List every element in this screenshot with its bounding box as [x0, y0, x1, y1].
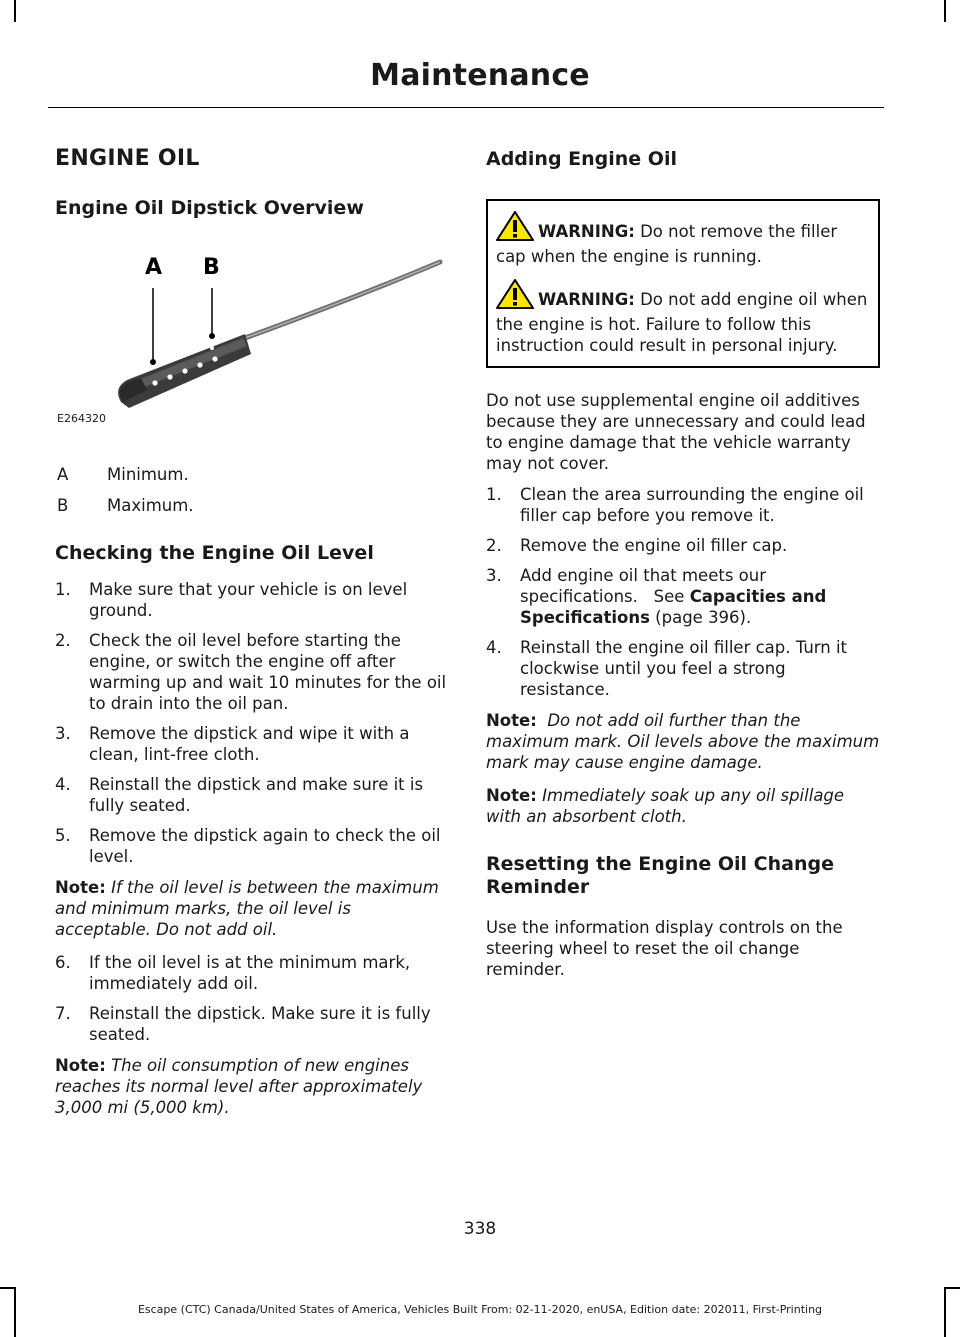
- warning-label: WARNING:: [538, 222, 635, 241]
- page-number: 338: [463, 1219, 497, 1239]
- reset-paragraph: Use the information display controls on the steering wheel to reset the oil change reminder.: [486, 918, 843, 979]
- note-label: Note:: [55, 878, 106, 897]
- step-number: 4.: [486, 638, 502, 657]
- list-item: [55, 774, 447, 816]
- intro-paragraph: Do not use supplemental engine oil additives because they are unnecessary and could lead to engine damage that the vehicle warranty may not cover.: [486, 391, 866, 473]
- list-item: [486, 484, 880, 526]
- adding-steps: [486, 484, 880, 700]
- dipstick-illustration: [55, 238, 447, 438]
- page-header-title: Maintenance: [370, 58, 590, 93]
- list-item: [55, 630, 447, 714]
- warning-label: WARNING:: [538, 290, 635, 309]
- note-text: Immediately soak up any oil spillage with an absorbent cloth.: [486, 786, 845, 826]
- legend-key: B: [57, 496, 69, 515]
- see-text: See: [653, 587, 685, 606]
- note-label: Note:: [486, 786, 537, 805]
- left-column: [55, 140, 447, 1130]
- step-text: [520, 565, 880, 628]
- warning: [496, 211, 870, 267]
- figure-label-a: A: [145, 255, 163, 280]
- step-number: 2.: [486, 536, 502, 555]
- step-number: 6.: [55, 953, 71, 972]
- list-item: [486, 565, 880, 628]
- figure-code: E264320: [57, 412, 106, 425]
- step-text: Remove the dipstick again to check the oil level.: [89, 826, 441, 866]
- step-number: 5.: [55, 826, 71, 845]
- list-item: [55, 579, 447, 621]
- note: [486, 710, 880, 773]
- legend-value: Maximum.: [107, 496, 194, 515]
- warning-text: Do not add engine oil when the engine is hot. Failure to follow this instruction could result in personal injury.: [496, 290, 868, 355]
- step-text: Make sure that your vehicle is on level ground.: [89, 580, 408, 620]
- crop-mark-top-right: [944, 0, 946, 22]
- crop-mark-top-left: [14, 0, 16, 22]
- step-text: Clean the area surrounding the engine oil filler cap before you remove it.: [520, 485, 864, 525]
- crop-mark-bottom-right-h: [946, 1287, 960, 1289]
- legend-item: [55, 495, 447, 516]
- step-number: 7.: [55, 1004, 71, 1023]
- legend-value: Minimum.: [107, 465, 189, 484]
- warning-triangle-icon: [496, 211, 534, 246]
- note: [486, 785, 880, 827]
- checking-heading: Checking the Engine Oil Level: [55, 542, 374, 564]
- checking-steps: [55, 579, 447, 867]
- dipstick-heading: Engine Oil Dipstick Overview: [55, 197, 364, 219]
- legend-key: A: [57, 465, 69, 484]
- note: [55, 1055, 447, 1118]
- step-number: 3.: [55, 724, 71, 743]
- list-item: [486, 637, 880, 700]
- list-item: [55, 723, 447, 765]
- step-number: 4.: [55, 775, 71, 794]
- note-text: The oil consumption of new engines reaches its normal level after approximately 3,000 mi (5,000 km).: [55, 1056, 423, 1117]
- warning-box: [486, 199, 880, 368]
- right-column: [486, 140, 880, 990]
- step-number: 1.: [486, 485, 502, 504]
- step-text: Remove the engine oil filler cap.: [520, 536, 788, 555]
- adding-heading: Adding Engine Oil: [486, 148, 677, 170]
- note-label: Note:: [55, 1056, 106, 1075]
- legend-item: [55, 464, 447, 485]
- note-label: Note:: [486, 711, 537, 730]
- warning-text: Do not remove the filler cap when the engine is running.: [496, 222, 838, 266]
- edition-footer: Escape (CTC) Canada/United States of America, Vehicles Built From: 02-11-2020, enUSA, Edition date: 202011, First-Printing: [137, 1303, 823, 1316]
- cross-reference-link[interactable]: Capacities and Specifications: [520, 587, 827, 627]
- step-text: Reinstall the engine oil filler cap. Turn it clockwise until you feel a strong resistance.: [520, 638, 848, 699]
- section-title: ENGINE OIL: [55, 146, 200, 171]
- dipstick-figure: [55, 238, 447, 438]
- page-reference: (page 396).: [655, 608, 752, 627]
- note-text: If the oil level is between the maximum and minimum marks, the oil level is acceptable. Do not add oil.: [55, 878, 439, 939]
- checking-steps-continued: [55, 952, 447, 1045]
- step-number: 1.: [55, 580, 71, 599]
- step-number: 3.: [486, 566, 502, 585]
- step-text: Remove the dipstick and wipe it with a clean, lint-free cloth.: [89, 724, 410, 764]
- crop-mark-bottom-left-h: [0, 1287, 14, 1289]
- list-item: [486, 535, 880, 556]
- reset-heading: Resetting the Engine Oil Change Reminder: [486, 853, 834, 898]
- note: [55, 877, 447, 940]
- warning-triangle-icon: [496, 279, 534, 314]
- header-rule: [48, 107, 884, 108]
- figure-label-b: B: [203, 255, 220, 280]
- step-number: 2.: [55, 631, 71, 650]
- step-text: Reinstall the dipstick. Make sure it is fully seated.: [89, 1004, 431, 1044]
- list-item: [55, 952, 447, 994]
- note-text: Do not add oil further than the maximum mark. Oil levels above the maximum mark may cause engine damage.: [486, 711, 880, 772]
- step-text-main: Add engine oil that meets our specifications.: [520, 566, 766, 606]
- step-text: If the oil level is at the minimum mark, immediately add oil.: [89, 953, 411, 993]
- step-text: Reinstall the dipstick and make sure it is fully seated.: [89, 775, 424, 815]
- step-text: Check the oil level before starting the engine, or switch the engine off after warming up and wait 10 minutes for the oil to drain into the oil pan.: [89, 631, 447, 713]
- list-item: [55, 1003, 447, 1045]
- warning: [496, 279, 870, 356]
- list-item: [55, 825, 447, 867]
